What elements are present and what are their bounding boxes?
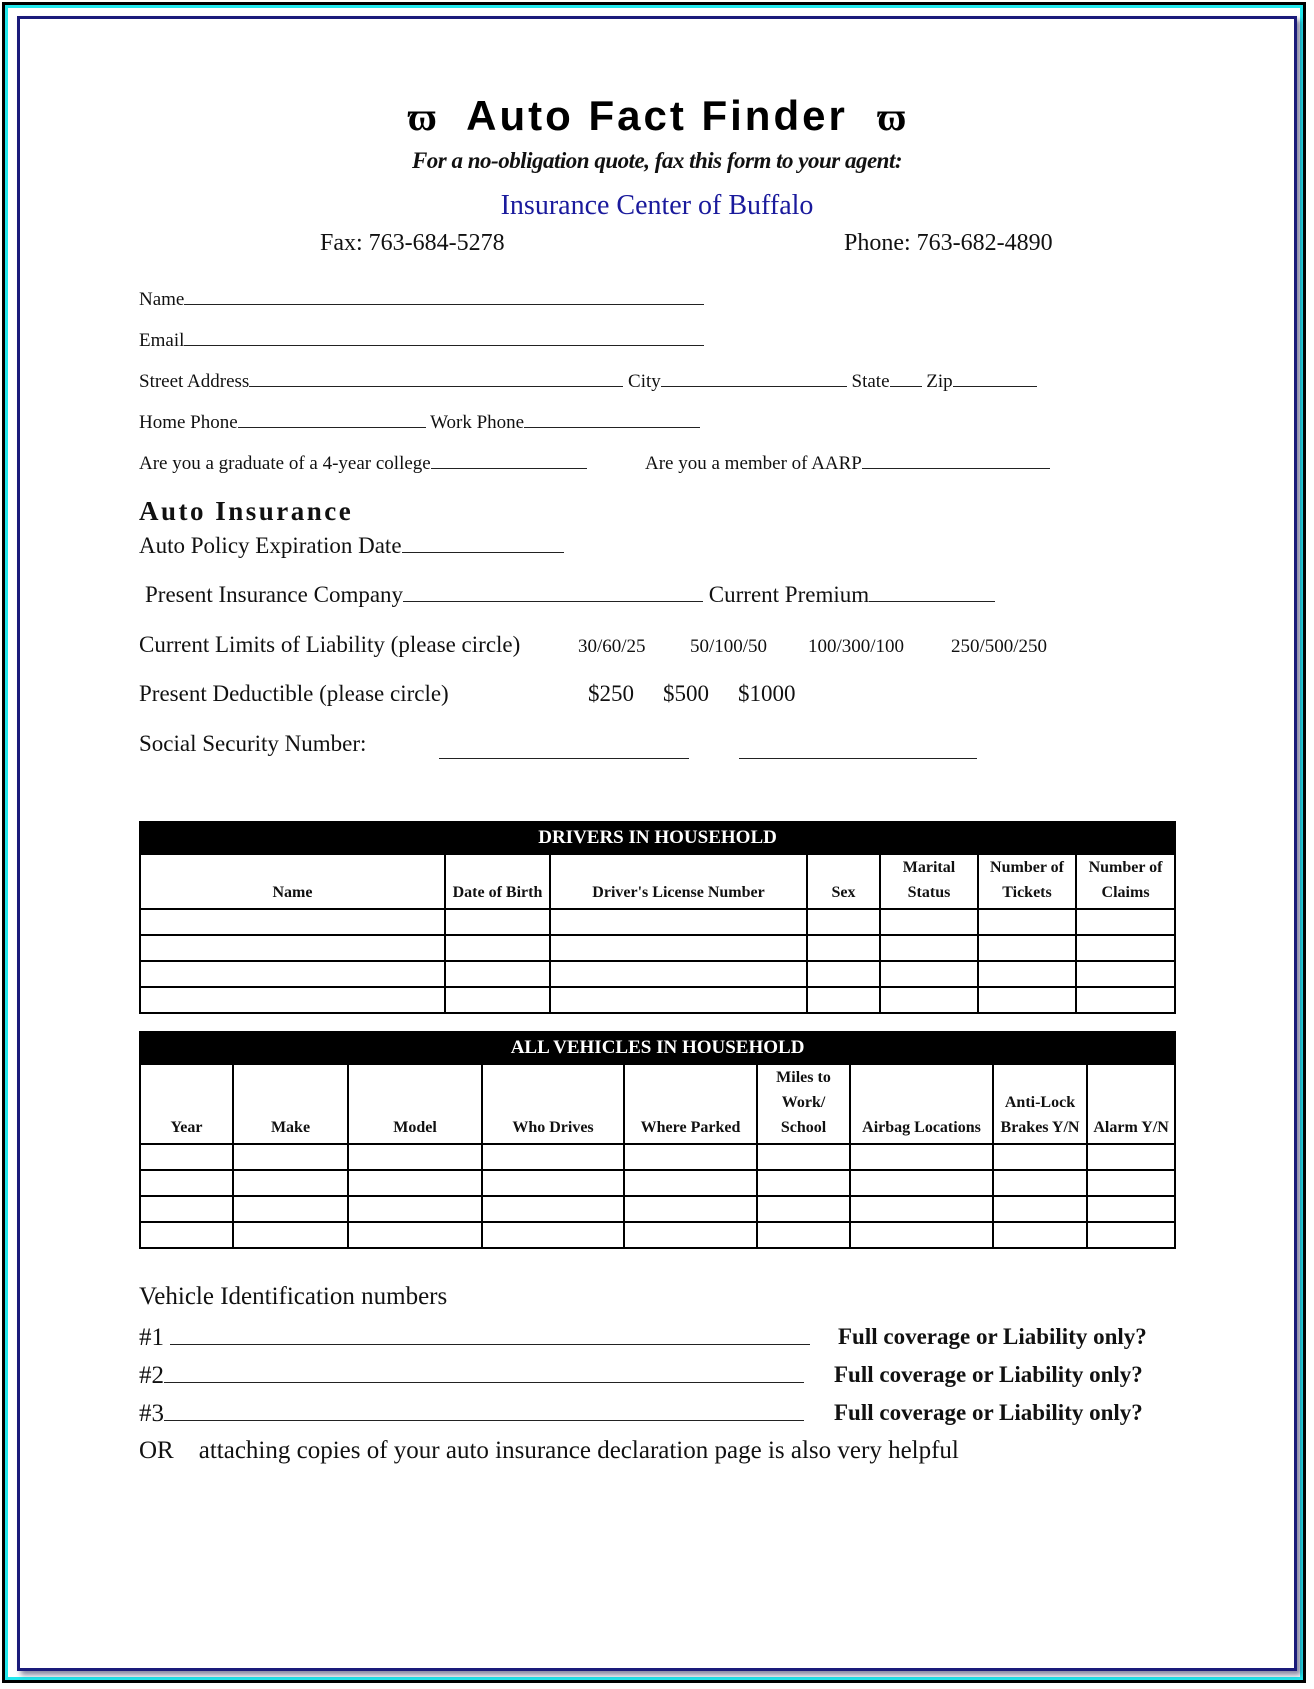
table-cell[interactable] [140, 935, 445, 961]
table-cell[interactable] [348, 1196, 482, 1222]
vin-row-2 [139, 1361, 804, 1390]
street-label: Street Address [139, 371, 250, 392]
table-cell[interactable] [1076, 909, 1175, 935]
table-cell[interactable] [624, 1222, 757, 1248]
liability-option[interactable]: 250/500/250 [951, 636, 1048, 657]
liability-option[interactable]: 100/300/100 [808, 636, 905, 657]
form-title [0, 92, 1314, 140]
company-label: Present Insurance Company [145, 582, 404, 607]
liability-option[interactable]: 30/60/25 [578, 636, 646, 657]
table-cell[interactable] [140, 1170, 233, 1196]
table-cell[interactable] [140, 909, 445, 935]
table-cell[interactable] [807, 909, 880, 935]
vin-input[interactable] [170, 1323, 810, 1345]
table-cell[interactable] [348, 1144, 482, 1170]
ssn-input[interactable] [439, 742, 689, 764]
table-cell[interactable] [880, 961, 978, 987]
table-cell[interactable] [550, 961, 807, 987]
table-cell[interactable] [850, 1222, 993, 1248]
table-cell[interactable] [850, 1144, 993, 1170]
table-cell[interactable] [140, 1222, 233, 1248]
vin-label: #3 [139, 1400, 164, 1427]
vin-label: #2 [139, 1362, 164, 1389]
table-cell[interactable] [445, 987, 550, 1013]
column-header: Where Parked [624, 1064, 757, 1144]
table-cell[interactable] [445, 935, 550, 961]
table-cell[interactable] [757, 1222, 850, 1248]
table-cell[interactable] [757, 1170, 850, 1196]
column-header: Name [140, 854, 445, 909]
table-cell[interactable] [850, 1196, 993, 1222]
email-field [139, 329, 704, 352]
agency-name: Insurance Center of Buffalo [500, 190, 814, 221]
premium-label: Current Premium [708, 582, 870, 607]
column-header: Year [140, 1064, 233, 1144]
city-label: City [628, 371, 661, 392]
coverage-question: Full coverage or Liability only? [834, 1400, 1143, 1425]
table-cell[interactable] [880, 909, 978, 935]
table-cell[interactable] [624, 1196, 757, 1222]
vin-row-1 [139, 1323, 810, 1352]
table-cell[interactable] [993, 1170, 1087, 1196]
table-cell[interactable] [880, 987, 978, 1013]
table-cell[interactable] [1087, 1196, 1175, 1222]
premium-input[interactable] [869, 582, 995, 602]
aarp-input[interactable] [862, 452, 1050, 469]
table-cell[interactable] [140, 961, 445, 987]
home-phone-label: Home Phone [139, 412, 238, 433]
vin-row-3 [139, 1399, 804, 1428]
table-cell[interactable] [880, 935, 978, 961]
address-row [139, 370, 1037, 393]
table-cell[interactable] [993, 1196, 1087, 1222]
city-input[interactable] [661, 370, 847, 387]
table-cell[interactable] [807, 987, 880, 1013]
state-label: State [851, 371, 890, 392]
vehicles-table [139, 1031, 1176, 1249]
work-phone-label: Work Phone [430, 412, 525, 433]
vin-label: #1 [139, 1324, 164, 1351]
liability-option[interactable]: 50/100/50 [690, 636, 768, 657]
table-cell[interactable] [757, 1196, 850, 1222]
form-title-text: Auto Fact Finder [466, 92, 848, 139]
column-header: Airbag Locations [850, 1064, 993, 1144]
table-cell[interactable] [1087, 1222, 1175, 1248]
table-cell[interactable] [807, 935, 880, 961]
street-input[interactable] [249, 370, 623, 387]
auto-insurance-heading: Auto Insurance [139, 496, 354, 526]
table-cell[interactable] [482, 1144, 624, 1170]
deductible-option[interactable]: $500 [663, 681, 709, 706]
college-label: Are you a graduate of a 4-year college [139, 453, 431, 474]
phone-number: Phone: 763-682-4890 [844, 230, 1053, 256]
vin-input[interactable] [164, 1399, 804, 1421]
column-header: Number of Claims [1076, 854, 1175, 909]
table-cell[interactable] [233, 1144, 348, 1170]
table-cell[interactable] [233, 1222, 348, 1248]
zip-input[interactable] [953, 370, 1037, 387]
footer-text: attaching copies of your auto insurance declaration page is also very helpful [198, 1437, 959, 1464]
table-row [140, 961, 1175, 987]
table-row [140, 987, 1175, 1013]
omega-ornament-icon: ϖ [877, 94, 907, 139]
table-cell[interactable] [850, 1170, 993, 1196]
table-cell[interactable] [1087, 1170, 1175, 1196]
name-label: Name [139, 289, 185, 310]
table-cell[interactable] [550, 987, 807, 1013]
zip-label: Zip [926, 371, 953, 392]
vin-input[interactable] [164, 1361, 804, 1383]
table-cell[interactable] [624, 1170, 757, 1196]
vin-heading: Vehicle Identification numbers [139, 1283, 448, 1310]
column-header: Sex [807, 854, 880, 909]
column-header: Number of Tickets [978, 854, 1076, 909]
home-phone-input[interactable] [238, 411, 426, 428]
footer-note [139, 1437, 959, 1465]
column-header: Who Drives [482, 1064, 624, 1144]
table-cell[interactable] [233, 1170, 348, 1196]
deductible-option[interactable]: $1000 [738, 681, 796, 706]
email-input[interactable] [184, 329, 704, 346]
column-header: Model [348, 1064, 482, 1144]
table-cell[interactable] [482, 1196, 624, 1222]
table-cell[interactable] [482, 1222, 624, 1248]
column-header: Miles to Work/ School [757, 1064, 850, 1144]
college-input[interactable] [431, 452, 587, 469]
table-cell[interactable] [140, 987, 445, 1013]
or-label: OR [139, 1437, 174, 1464]
work-phone-input[interactable] [524, 411, 700, 428]
table-cell[interactable] [1076, 935, 1175, 961]
coverage-question: Full coverage or Liability only? [834, 1362, 1143, 1387]
table-cell[interactable] [993, 1144, 1087, 1170]
state-input[interactable] [890, 370, 922, 387]
expiration-label: Auto Policy Expiration Date [139, 533, 402, 558]
table-cell[interactable] [1087, 1144, 1175, 1170]
table-row [140, 1170, 1175, 1196]
table-cell[interactable] [140, 1196, 233, 1222]
table-cell[interactable] [550, 935, 807, 961]
table-cell[interactable] [978, 935, 1076, 961]
fax-number: Fax: 763-684-5278 [320, 230, 505, 256]
aarp-label: Are you a member of AARP [645, 453, 862, 474]
omega-ornament-icon: ϖ [407, 94, 437, 139]
table-row [140, 1196, 1175, 1222]
drivers-table [139, 821, 1176, 1014]
college-row [139, 452, 587, 475]
expiration-input[interactable] [402, 533, 564, 553]
table-cell[interactable] [550, 909, 807, 935]
table-row [140, 1144, 1175, 1170]
table-cell[interactable] [624, 1144, 757, 1170]
table-cell[interactable] [757, 1144, 850, 1170]
aarp-row [645, 452, 1050, 475]
form-subtitle: For a no-obligation quote, fax this form to your agent: [411, 148, 903, 173]
deductible-label: Present Deductible (please circle) [139, 681, 449, 706]
table-row [140, 935, 1175, 961]
company-row [145, 582, 995, 608]
table-cell[interactable] [348, 1170, 482, 1196]
column-header: Marital Status [880, 854, 978, 909]
table-row [140, 909, 1175, 935]
table-cell[interactable] [993, 1222, 1087, 1248]
column-header: Date of Birth [445, 854, 550, 909]
table-cell[interactable] [140, 1144, 233, 1170]
ssn-label: Social Security Number: [139, 731, 367, 756]
column-header: Anti-Lock Brakes Y/N [993, 1064, 1087, 1144]
table-cell[interactable] [978, 909, 1076, 935]
expiration-field [139, 533, 564, 559]
company-input[interactable] [403, 582, 703, 602]
column-header: Make [233, 1064, 348, 1144]
table-cell[interactable] [978, 961, 1076, 987]
drivers-table-title: DRIVERS IN HOUSEHOLD [140, 822, 1175, 854]
deductible-option[interactable]: $250 [588, 681, 634, 706]
table-cell[interactable] [978, 987, 1076, 1013]
table-cell[interactable] [807, 961, 880, 987]
name-input[interactable] [184, 288, 704, 305]
vehicles-table-title: ALL VEHICLES IN HOUSEHOLD [140, 1032, 1175, 1064]
column-header: Driver's License Number [550, 854, 807, 909]
ssn-input-second[interactable] [739, 742, 977, 764]
table-cell[interactable] [445, 961, 550, 987]
coverage-question: Full coverage or Liability only? [838, 1324, 1147, 1349]
table-cell[interactable] [482, 1170, 624, 1196]
table-cell[interactable] [348, 1222, 482, 1248]
table-cell[interactable] [1076, 961, 1175, 987]
table-cell[interactable] [233, 1196, 348, 1222]
table-cell[interactable] [445, 909, 550, 935]
name-field [139, 288, 704, 311]
phone-row [139, 411, 700, 434]
table-row [140, 1222, 1175, 1248]
column-header: Alarm Y/N [1087, 1064, 1175, 1144]
table-cell[interactable] [1076, 987, 1175, 1013]
liability-label: Current Limits of Liability (please circle) [139, 632, 521, 657]
email-label: Email [139, 330, 185, 351]
